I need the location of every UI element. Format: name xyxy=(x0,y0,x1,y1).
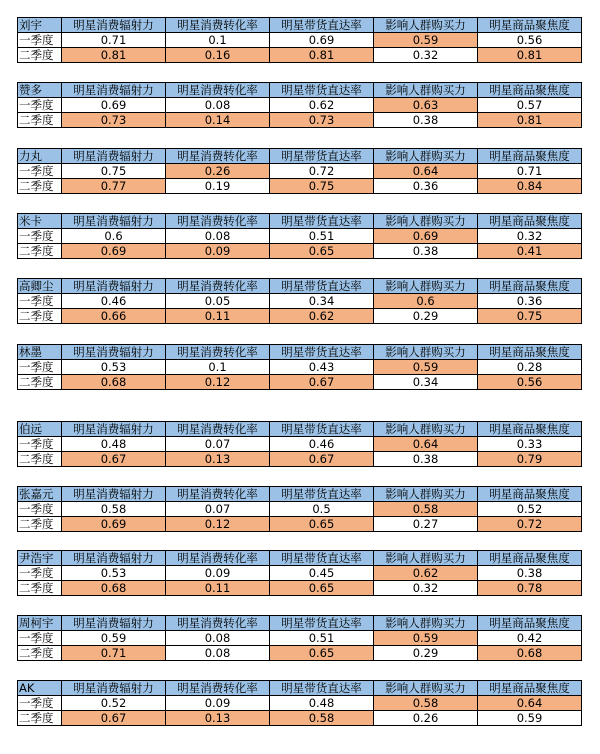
column-header-cell[interactable]: 明星商品聚焦度 xyxy=(478,551,582,566)
value-cell[interactable]: 0.77 xyxy=(62,179,166,194)
column-header-cell[interactable]: 明星消费转化率 xyxy=(166,345,270,360)
column-header-cell[interactable]: 明星带货直达率 xyxy=(270,616,374,631)
data-row xyxy=(18,179,582,194)
data-row xyxy=(18,517,582,532)
star-name-cell[interactable]: 米卡 xyxy=(18,214,62,229)
quarter-label-cell[interactable]: 一季度 xyxy=(18,631,62,646)
value-cell[interactable]: 0.51 xyxy=(270,229,374,244)
value-cell[interactable]: 0.1 xyxy=(166,360,270,375)
value-cell[interactable]: 0.38 xyxy=(374,244,478,259)
data-row xyxy=(18,375,582,390)
column-header-cell[interactable]: 明星消费辐射力 xyxy=(62,279,166,294)
star-name-cell[interactable]: 林墨 xyxy=(18,345,62,360)
value-cell[interactable]: 0.46 xyxy=(62,294,166,309)
value-cell[interactable]: 0.09 xyxy=(166,244,270,259)
column-header-cell[interactable]: 影响人群购买力 xyxy=(374,487,478,502)
value-cell[interactable]: 0.59 xyxy=(374,631,478,646)
quarter-label-cell[interactable]: 二季度 xyxy=(18,113,62,128)
quarter-label-cell[interactable]: 二季度 xyxy=(18,517,62,532)
athlete-block xyxy=(17,421,582,467)
quarter-label-cell[interactable]: 一季度 xyxy=(18,437,62,452)
value-cell[interactable]: 0.32 xyxy=(374,581,478,596)
column-header-cell[interactable]: 影响人群购买力 xyxy=(374,616,478,631)
column-header-cell[interactable]: 明星带货直达率 xyxy=(270,149,374,164)
column-header-cell[interactable]: 影响人群购买力 xyxy=(374,214,478,229)
column-header-cell[interactable]: 明星消费转化率 xyxy=(166,551,270,566)
value-cell[interactable]: 0.48 xyxy=(270,696,374,711)
data-row xyxy=(18,164,582,179)
quarter-label-cell[interactable]: 二季度 xyxy=(18,646,62,661)
value-cell[interactable]: 0.12 xyxy=(166,517,270,532)
value-cell[interactable]: 0.36 xyxy=(374,179,478,194)
value-cell[interactable]: 0.34 xyxy=(374,375,478,390)
value-cell[interactable]: 0.58 xyxy=(62,502,166,517)
value-cell[interactable]: 0.08 xyxy=(166,229,270,244)
column-header-cell[interactable]: 明星消费转化率 xyxy=(166,214,270,229)
value-cell[interactable]: 0.62 xyxy=(270,98,374,113)
data-row xyxy=(18,711,582,726)
athlete-block xyxy=(17,278,582,324)
quarter-label-cell[interactable]: 二季度 xyxy=(18,711,62,726)
column-header-cell[interactable]: 影响人群购买力 xyxy=(374,83,478,98)
header-row xyxy=(18,18,582,33)
value-cell[interactable]: 0.62 xyxy=(374,566,478,581)
data-row xyxy=(18,452,582,467)
value-cell[interactable]: 0.52 xyxy=(478,502,582,517)
column-header-cell[interactable]: 明星消费转化率 xyxy=(166,279,270,294)
value-cell[interactable]: 0.45 xyxy=(270,566,374,581)
quarter-label-cell[interactable]: 二季度 xyxy=(18,309,62,324)
value-cell[interactable]: 0.69 xyxy=(62,98,166,113)
value-cell[interactable]: 0.53 xyxy=(62,566,166,581)
value-cell[interactable]: 0.29 xyxy=(374,309,478,324)
data-row xyxy=(18,360,582,375)
column-header-cell[interactable]: 明星消费转化率 xyxy=(166,18,270,33)
value-cell[interactable]: 0.08 xyxy=(166,98,270,113)
value-cell[interactable]: 0.67 xyxy=(62,452,166,467)
column-header-cell[interactable]: 明星消费辐射力 xyxy=(62,18,166,33)
value-cell[interactable]: 0.59 xyxy=(374,33,478,48)
column-header-cell[interactable]: 影响人群购买力 xyxy=(374,18,478,33)
column-header-cell[interactable]: 明星消费辐射力 xyxy=(62,551,166,566)
data-row xyxy=(18,98,582,113)
value-cell[interactable]: 0.65 xyxy=(270,646,374,661)
column-header-cell[interactable]: 明星带货直达率 xyxy=(270,345,374,360)
star-name-cell[interactable]: AK xyxy=(18,681,62,696)
data-row xyxy=(18,696,582,711)
star-name-cell[interactable]: 张嘉元 xyxy=(18,487,62,502)
value-cell[interactable]: 0.13 xyxy=(166,452,270,467)
star-name-cell[interactable]: 高卿尘 xyxy=(18,279,62,294)
value-cell[interactable]: 0.68 xyxy=(478,646,582,661)
value-cell[interactable]: 0.11 xyxy=(166,309,270,324)
value-cell[interactable]: 0.72 xyxy=(270,164,374,179)
value-cell[interactable]: 0.62 xyxy=(270,309,374,324)
value-cell[interactable]: 0.38 xyxy=(478,566,582,581)
column-header-cell[interactable]: 明星消费辐射力 xyxy=(62,422,166,437)
value-cell[interactable]: 0.81 xyxy=(62,48,166,63)
value-cell[interactable]: 0.41 xyxy=(478,244,582,259)
value-cell[interactable]: 0.29 xyxy=(374,646,478,661)
column-header-cell[interactable]: 影响人群购买力 xyxy=(374,345,478,360)
value-cell[interactable]: 0.75 xyxy=(62,164,166,179)
data-row xyxy=(18,646,582,661)
data-row xyxy=(18,48,582,63)
column-header-cell[interactable]: 明星消费转化率 xyxy=(166,83,270,98)
value-cell[interactable]: 0.6 xyxy=(62,229,166,244)
column-header-cell[interactable]: 明星带货直达率 xyxy=(270,214,374,229)
value-cell[interactable]: 0.52 xyxy=(62,696,166,711)
column-header-cell[interactable]: 影响人群购买力 xyxy=(374,551,478,566)
quarter-label-cell[interactable]: 一季度 xyxy=(18,566,62,581)
athlete-block xyxy=(17,148,582,194)
header-row xyxy=(18,214,582,229)
value-cell[interactable]: 0.58 xyxy=(374,502,478,517)
quarter-label-cell[interactable]: 一季度 xyxy=(18,360,62,375)
value-cell[interactable]: 0.14 xyxy=(166,113,270,128)
value-cell[interactable]: 0.11 xyxy=(166,581,270,596)
value-cell[interactable]: 0.32 xyxy=(478,229,582,244)
quarter-label-cell[interactable]: 一季度 xyxy=(18,696,62,711)
value-cell[interactable]: 0.59 xyxy=(374,360,478,375)
value-cell[interactable]: 0.69 xyxy=(374,229,478,244)
value-cell[interactable]: 0.69 xyxy=(62,244,166,259)
value-cell[interactable]: 0.56 xyxy=(478,375,582,390)
quarter-label-cell[interactable]: 二季度 xyxy=(18,48,62,63)
header-row xyxy=(18,681,582,696)
athlete-block xyxy=(17,82,582,128)
value-cell[interactable]: 0.64 xyxy=(374,164,478,179)
value-cell[interactable]: 0.79 xyxy=(478,452,582,467)
header-row xyxy=(18,487,582,502)
column-header-cell[interactable]: 影响人群购买力 xyxy=(374,279,478,294)
column-header-cell[interactable]: 影响人群购买力 xyxy=(374,149,478,164)
value-cell[interactable]: 0.67 xyxy=(270,452,374,467)
column-header-cell[interactable]: 明星商品聚焦度 xyxy=(478,616,582,631)
value-cell[interactable]: 0.68 xyxy=(62,581,166,596)
header-row xyxy=(18,616,582,631)
column-header-cell[interactable]: 影响人群购买力 xyxy=(374,681,478,696)
value-cell[interactable]: 0.48 xyxy=(62,437,166,452)
value-cell[interactable]: 0.73 xyxy=(270,113,374,128)
value-cell[interactable]: 0.08 xyxy=(166,631,270,646)
value-cell[interactable]: 0.26 xyxy=(166,164,270,179)
star-name-cell[interactable]: 伯远 xyxy=(18,422,62,437)
value-cell[interactable]: 0.81 xyxy=(270,48,374,63)
value-cell[interactable]: 0.32 xyxy=(374,48,478,63)
value-cell[interactable]: 0.56 xyxy=(478,33,582,48)
column-header-cell[interactable]: 明星商品聚焦度 xyxy=(478,18,582,33)
value-cell[interactable]: 0.51 xyxy=(270,631,374,646)
column-header-cell[interactable]: 明星商品聚焦度 xyxy=(478,345,582,360)
column-header-cell[interactable]: 明星消费辐射力 xyxy=(62,149,166,164)
star-name-cell[interactable]: 赞多 xyxy=(18,83,62,98)
quarter-label-cell[interactable]: 一季度 xyxy=(18,502,62,517)
quarter-label-cell[interactable]: 一季度 xyxy=(18,229,62,244)
column-header-cell[interactable]: 明星消费转化率 xyxy=(166,681,270,696)
column-header-cell[interactable]: 明星消费转化率 xyxy=(166,616,270,631)
quarter-label-cell[interactable]: 一季度 xyxy=(18,33,62,48)
header-row xyxy=(18,422,582,437)
athlete-block xyxy=(17,17,582,63)
value-cell[interactable]: 0.81 xyxy=(478,113,582,128)
column-header-cell[interactable]: 明星消费辐射力 xyxy=(62,487,166,502)
value-cell[interactable]: 0.69 xyxy=(62,517,166,532)
column-header-cell[interactable]: 明星商品聚焦度 xyxy=(478,149,582,164)
value-cell[interactable]: 0.13 xyxy=(166,711,270,726)
value-cell[interactable]: 0.12 xyxy=(166,375,270,390)
value-cell[interactable]: 0.64 xyxy=(478,696,582,711)
star-name-cell[interactable]: 刘宇 xyxy=(18,18,62,33)
column-header-cell[interactable]: 明星带货直达率 xyxy=(270,422,374,437)
data-row xyxy=(18,294,582,309)
quarter-label-cell[interactable]: 一季度 xyxy=(18,98,62,113)
athlete-block xyxy=(17,344,582,390)
value-cell[interactable]: 0.71 xyxy=(478,164,582,179)
athlete-block xyxy=(17,213,582,259)
column-header-cell[interactable]: 明星商品聚焦度 xyxy=(478,422,582,437)
value-cell[interactable]: 0.57 xyxy=(478,98,582,113)
value-cell[interactable]: 0.78 xyxy=(478,581,582,596)
column-header-cell[interactable]: 明星消费辐射力 xyxy=(62,681,166,696)
column-header-cell[interactable]: 明星带货直达率 xyxy=(270,279,374,294)
value-cell[interactable]: 0.5 xyxy=(270,502,374,517)
value-cell[interactable]: 0.58 xyxy=(374,696,478,711)
quarter-label-cell[interactable]: 二季度 xyxy=(18,452,62,467)
value-cell[interactable]: 0.16 xyxy=(166,48,270,63)
column-header-cell[interactable]: 明星商品聚焦度 xyxy=(478,487,582,502)
athlete-block xyxy=(17,486,582,532)
value-cell[interactable]: 0.67 xyxy=(62,711,166,726)
star-name-cell[interactable]: 周柯宇 xyxy=(18,616,62,631)
value-cell[interactable]: 0.28 xyxy=(478,360,582,375)
value-cell[interactable]: 0.81 xyxy=(478,48,582,63)
value-cell[interactable]: 0.09 xyxy=(166,696,270,711)
value-cell[interactable]: 0.1 xyxy=(166,33,270,48)
value-cell[interactable]: 0.38 xyxy=(374,452,478,467)
column-header-cell[interactable]: 明星带货直达率 xyxy=(270,551,374,566)
value-cell[interactable]: 0.64 xyxy=(374,437,478,452)
column-header-cell[interactable]: 明星消费辐射力 xyxy=(62,214,166,229)
value-cell[interactable]: 0.75 xyxy=(478,309,582,324)
data-row xyxy=(18,113,582,128)
value-cell[interactable]: 0.67 xyxy=(270,375,374,390)
header-row xyxy=(18,83,582,98)
value-cell[interactable]: 0.58 xyxy=(270,711,374,726)
header-row xyxy=(18,149,582,164)
column-header-cell[interactable]: 明星带货直达率 xyxy=(270,18,374,33)
data-row xyxy=(18,244,582,259)
value-cell[interactable]: 0.6 xyxy=(374,294,478,309)
value-cell[interactable]: 0.65 xyxy=(270,517,374,532)
value-cell[interactable]: 0.69 xyxy=(270,33,374,48)
value-cell[interactable]: 0.65 xyxy=(270,244,374,259)
value-cell[interactable]: 0.71 xyxy=(62,33,166,48)
value-cell[interactable]: 0.53 xyxy=(62,360,166,375)
value-cell[interactable]: 0.66 xyxy=(62,309,166,324)
data-row xyxy=(18,437,582,452)
value-cell[interactable]: 0.75 xyxy=(270,179,374,194)
star-name-cell[interactable]: 尹浩宇 xyxy=(18,551,62,566)
column-header-cell[interactable]: 明星消费辐射力 xyxy=(62,616,166,631)
value-cell[interactable]: 0.73 xyxy=(62,113,166,128)
quarter-label-cell[interactable]: 二季度 xyxy=(18,375,62,390)
value-cell[interactable]: 0.71 xyxy=(62,646,166,661)
data-row xyxy=(18,631,582,646)
column-header-cell[interactable]: 明星带货直达率 xyxy=(270,83,374,98)
column-header-cell[interactable]: 明星消费转化率 xyxy=(166,149,270,164)
value-cell[interactable]: 0.59 xyxy=(62,631,166,646)
value-cell[interactable]: 0.08 xyxy=(166,646,270,661)
value-cell[interactable]: 0.59 xyxy=(478,711,582,726)
value-cell[interactable]: 0.38 xyxy=(374,113,478,128)
value-cell[interactable]: 0.34 xyxy=(270,294,374,309)
value-cell[interactable]: 0.07 xyxy=(166,437,270,452)
data-row xyxy=(18,502,582,517)
quarter-label-cell[interactable]: 二季度 xyxy=(18,244,62,259)
star-name-cell[interactable]: 力丸 xyxy=(18,149,62,164)
value-cell[interactable]: 0.46 xyxy=(270,437,374,452)
value-cell[interactable]: 0.42 xyxy=(478,631,582,646)
value-cell[interactable]: 0.65 xyxy=(270,581,374,596)
athlete-block xyxy=(17,550,582,596)
quarter-label-cell[interactable]: 一季度 xyxy=(18,294,62,309)
column-header-cell[interactable]: 明星商品聚焦度 xyxy=(478,83,582,98)
column-header-cell[interactable]: 明星消费转化率 xyxy=(166,422,270,437)
value-cell[interactable]: 0.43 xyxy=(270,360,374,375)
quarter-label-cell[interactable]: 一季度 xyxy=(18,164,62,179)
header-row xyxy=(18,345,582,360)
value-cell[interactable]: 0.05 xyxy=(166,294,270,309)
value-cell[interactable]: 0.09 xyxy=(166,566,270,581)
value-cell[interactable]: 0.84 xyxy=(478,179,582,194)
column-header-cell[interactable]: 影响人群购买力 xyxy=(374,422,478,437)
quarter-label-cell[interactable]: 二季度 xyxy=(18,179,62,194)
data-row xyxy=(18,566,582,581)
column-header-cell[interactable]: 明星带货直达率 xyxy=(270,681,374,696)
value-cell[interactable]: 0.27 xyxy=(374,517,478,532)
column-header-cell[interactable]: 明星消费辐射力 xyxy=(62,83,166,98)
athlete-block xyxy=(17,615,582,661)
quarter-label-cell[interactable]: 二季度 xyxy=(18,581,62,596)
column-header-cell[interactable]: 明星商品聚焦度 xyxy=(478,214,582,229)
value-cell[interactable]: 0.19 xyxy=(166,179,270,194)
column-header-cell[interactable]: 明星带货直达率 xyxy=(270,487,374,502)
value-cell[interactable]: 0.72 xyxy=(478,517,582,532)
data-row xyxy=(18,309,582,324)
column-header-cell[interactable]: 明星消费辐射力 xyxy=(62,345,166,360)
data-row xyxy=(18,581,582,596)
column-header-cell[interactable]: 明星商品聚焦度 xyxy=(478,279,582,294)
value-cell[interactable]: 0.63 xyxy=(374,98,478,113)
data-row xyxy=(18,33,582,48)
value-cell[interactable]: 0.68 xyxy=(62,375,166,390)
column-header-cell[interactable]: 明星消费转化率 xyxy=(166,487,270,502)
value-cell[interactable]: 0.36 xyxy=(478,294,582,309)
column-header-cell[interactable]: 明星商品聚焦度 xyxy=(478,681,582,696)
value-cell[interactable]: 0.07 xyxy=(166,502,270,517)
value-cell[interactable]: 0.33 xyxy=(478,437,582,452)
header-row xyxy=(18,279,582,294)
data-row xyxy=(18,229,582,244)
header-row xyxy=(18,551,582,566)
value-cell[interactable]: 0.26 xyxy=(374,711,478,726)
athlete-block xyxy=(17,680,582,726)
